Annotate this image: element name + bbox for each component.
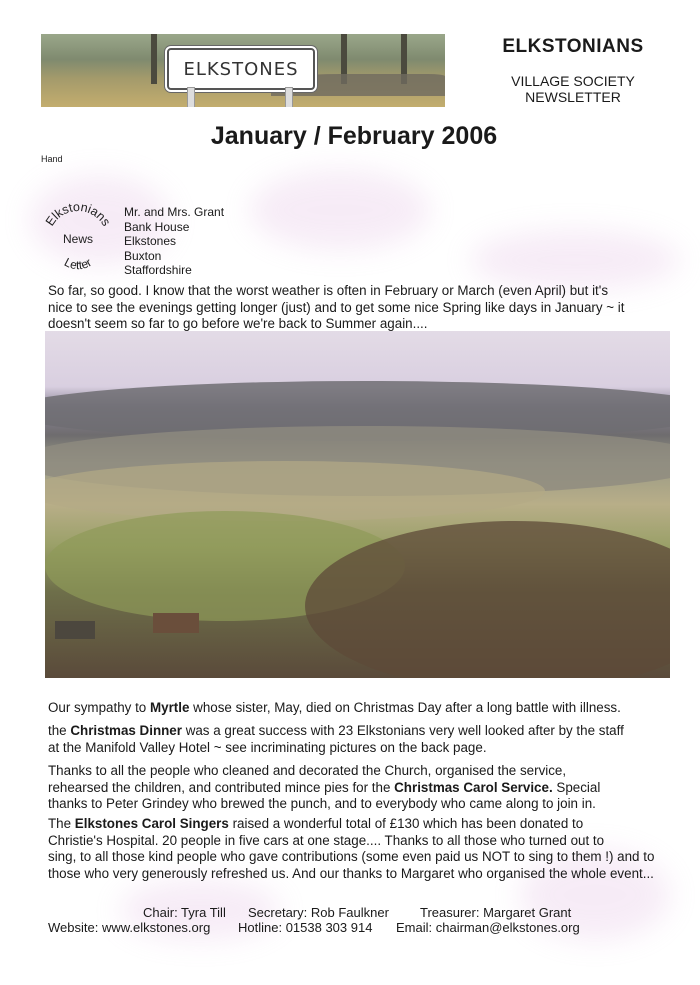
intro-paragraph	[48, 283, 625, 333]
sympathy-paragraph	[48, 700, 621, 717]
church-paragraph	[48, 763, 600, 813]
text-run: The	[48, 816, 75, 831]
background-wash	[250, 170, 430, 250]
carol-paragraph	[48, 816, 654, 882]
text-run: Our sympathy to	[48, 700, 150, 715]
subtitle-line: VILLAGE SOCIETY	[511, 73, 635, 89]
footer-secretary: Secretary: Rob Faulkner	[248, 905, 389, 920]
text-line: sing, to all those kind people who gave contributions (some even paid us NOT to sing to them !) and to	[48, 849, 655, 864]
text-run: was a great success with 23 Elkstonians very well looked after by the staff	[181, 723, 624, 738]
recipient-address	[124, 205, 224, 278]
logo-text-middle: News	[62, 232, 94, 246]
text-run: whose sister, May, died on Christmas Day after a long battle with illness.	[189, 700, 621, 715]
text-run: Special	[552, 779, 601, 795]
footer-email[interactable]: Email: chairman@elkstones.org	[396, 920, 580, 935]
header-photo	[41, 34, 445, 107]
issue-title: January / February 2006	[210, 122, 498, 150]
text-run: rehearsed the children, and contributed mince pies for the	[48, 779, 395, 795]
society-title: ELKSTONIANS	[502, 36, 644, 57]
address-line: Elkstones	[124, 234, 177, 249]
footer-hotline: Hotline: 01538 303 914	[238, 920, 373, 935]
landscape-photo	[45, 331, 670, 678]
background-wash	[470, 230, 680, 290]
svg-text:Elkstonians	[43, 202, 113, 229]
footer-website[interactable]: Website: www.elkstones.org	[48, 920, 211, 935]
footer-chair: Chair: Tyra Till	[143, 905, 226, 920]
farm-building	[153, 613, 199, 633]
address-line: Buxton	[124, 248, 162, 263]
text-line: at the Manifold Valley Hotel ~ see incriminating pictures on the back page.	[48, 739, 487, 755]
logo-text-top: Elkstonians	[42, 202, 114, 229]
farm-building	[55, 621, 95, 639]
intro-line: doesn't seem so far to go before we're back to Summer again....	[48, 316, 428, 331]
text-line: Christie's Hospital. 20 people in five cars at one stage.... Thanks to all those who turned out to	[48, 832, 605, 848]
footer-treasurer: Treasurer: Margaret Grant	[420, 905, 572, 920]
address-line: Mr. and Mrs. Grant	[124, 205, 225, 219]
address-line: Bank House	[124, 219, 190, 234]
hand-note: Hand	[41, 154, 63, 164]
text-line: thanks to Peter Grindey who brewed the punch, and to everybody who came along to join in.	[48, 796, 596, 811]
address-line: Staffordshire	[124, 263, 192, 278]
dinner-paragraph	[48, 723, 624, 756]
intro-line: So far, so good. I know that the worst weather is often in February or March (even April) but it's	[48, 283, 609, 298]
text-run: the	[48, 723, 71, 738]
intro-line: nice to see the evenings getting longer (just) and to get some nice Spring like days in January ~ it	[48, 299, 625, 315]
newsletter-logo	[41, 202, 115, 274]
text-line: those who very generously refreshed us. And our thanks to Margaret who organised the whole event...	[48, 865, 654, 881]
text-run: raised a wonderful total of £130 which has been donated to	[228, 816, 584, 831]
logo-text-bottom: Letter	[62, 255, 95, 273]
subtitle-line: NEWSLETTER	[525, 89, 621, 105]
svg-text:Letter	[62, 255, 94, 272]
village-sign: ELKSTONES	[167, 48, 315, 90]
event-highlight: Christmas Dinner	[70, 723, 182, 738]
event-highlight: Christmas Carol Service.	[394, 779, 553, 795]
name-highlight: Myrtle	[149, 700, 190, 715]
society-subtitle	[470, 73, 676, 105]
text-line: Thanks to all the people who cleaned and decorated the Church, organised the service,	[48, 763, 567, 778]
group-highlight: Elkstones Carol Singers	[74, 816, 229, 831]
